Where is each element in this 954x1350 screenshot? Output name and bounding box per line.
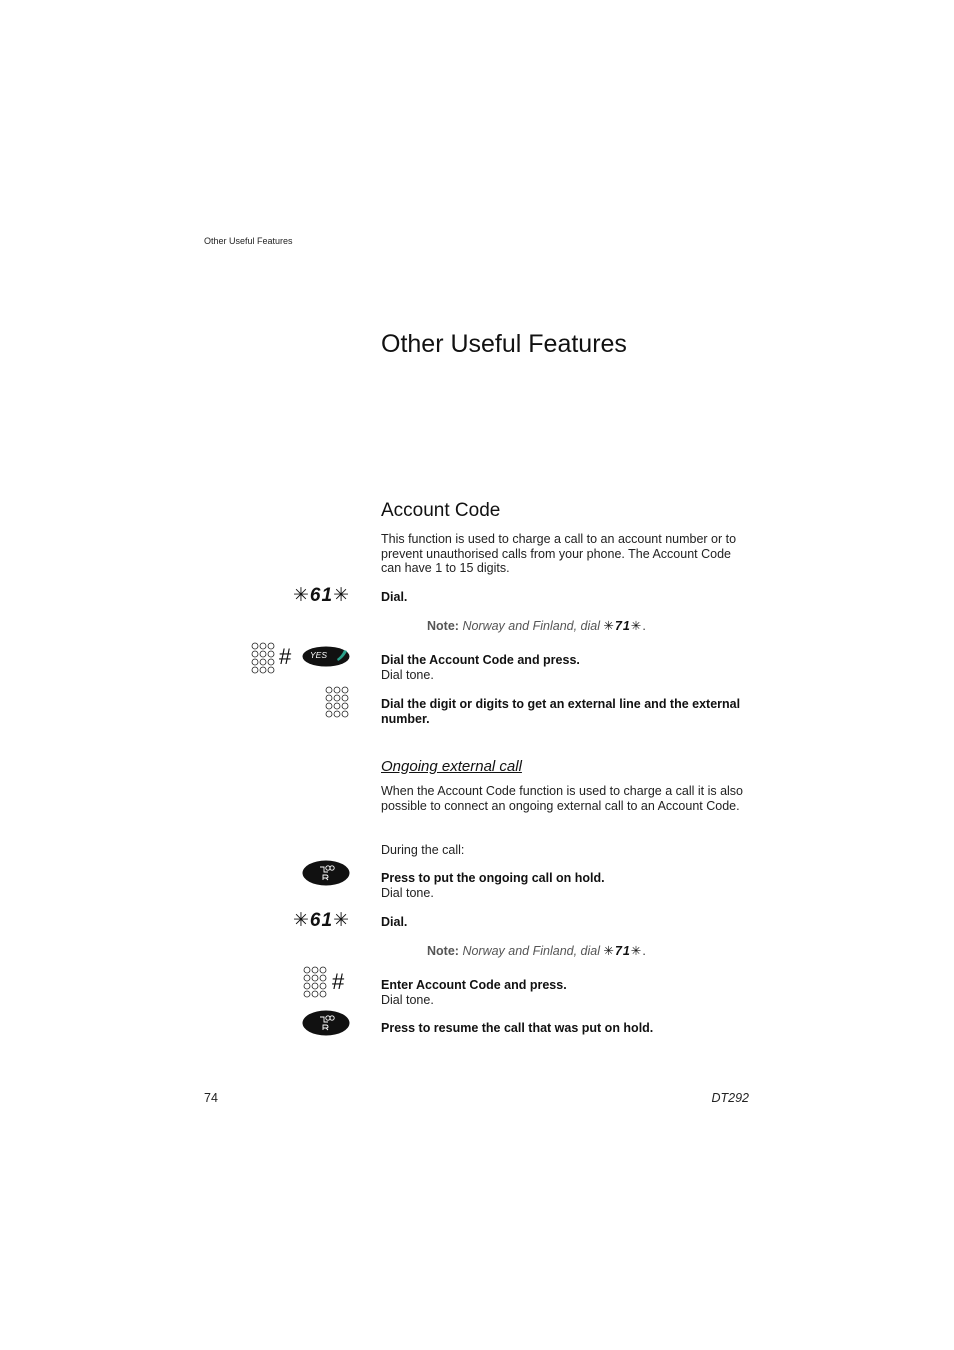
hash-key: #	[332, 969, 345, 994]
note-norway-finland	[427, 943, 646, 958]
step-resume-call	[381, 1021, 761, 1036]
note-norway-finland	[427, 618, 646, 633]
step-put-on-hold	[381, 871, 761, 900]
section-title-account-code: Account Code	[381, 500, 501, 521]
note-code: ✳71✳	[603, 619, 643, 633]
step-result: Dial tone.	[381, 667, 434, 682]
step-result: Dial tone.	[381, 885, 434, 900]
note-text: Norway and Finland, dial	[462, 944, 601, 958]
step-dial-account-code	[381, 653, 761, 682]
model-name: DT292	[711, 1091, 749, 1105]
note-text: Norway and Finland, dial	[462, 619, 601, 633]
step-instruction: Dial the Account Code and press.	[381, 653, 580, 667]
step-result: Dial tone.	[381, 992, 434, 1007]
step-dial-external	[381, 697, 753, 726]
step-instruction: Enter Account Code and press.	[381, 978, 567, 992]
yes-key	[302, 646, 350, 667]
recall-key	[302, 1010, 350, 1036]
page-number: 74	[204, 1091, 218, 1105]
keypad-icon	[325, 686, 349, 719]
step-dial	[381, 590, 761, 605]
note-end: .	[642, 944, 646, 958]
subheading-ongoing-external-call: Ongoing external call	[381, 758, 522, 775]
note-label: Note:	[427, 944, 459, 958]
step-instruction: Press to resume the call that was put on hold.	[381, 1021, 654, 1035]
ongoing-intro: When the Account Code function is used to charge a call it is also possible to connect an ongoing external call to an Account Code.	[381, 784, 744, 813]
step-enter-account-code	[381, 978, 761, 1007]
note-end: .	[642, 619, 646, 633]
dial-code-star-61-star: ✳61✳	[293, 910, 350, 931]
running-header: Other Useful Features	[204, 236, 293, 246]
during-call-text: During the call:	[381, 843, 465, 857]
note-code: ✳71✳	[603, 944, 643, 958]
step-instruction: Dial.	[381, 590, 408, 604]
hash-key: #	[279, 644, 292, 669]
recall-key	[302, 860, 350, 886]
dial-code-star-61-star: ✳61✳	[293, 585, 350, 606]
page-title: Other Useful Features	[381, 330, 627, 358]
step-dial	[381, 915, 761, 930]
note-label: Note:	[427, 619, 459, 633]
step-instruction: Press to put the ongoing call on hold.	[381, 871, 605, 885]
keypad-icon	[303, 966, 327, 999]
yes-key-label: YES	[310, 650, 328, 660]
account-code-intro: This function is used to charge a call to an account number or to prevent unauthorised calls from your phone. The Account Code can have 1 to 15 digits.	[381, 532, 737, 575]
keypad-icon	[251, 642, 275, 675]
step-instruction: Dial.	[381, 915, 408, 929]
step-instruction: Dial the digit or digits to get an external line and the external number.	[381, 697, 741, 726]
